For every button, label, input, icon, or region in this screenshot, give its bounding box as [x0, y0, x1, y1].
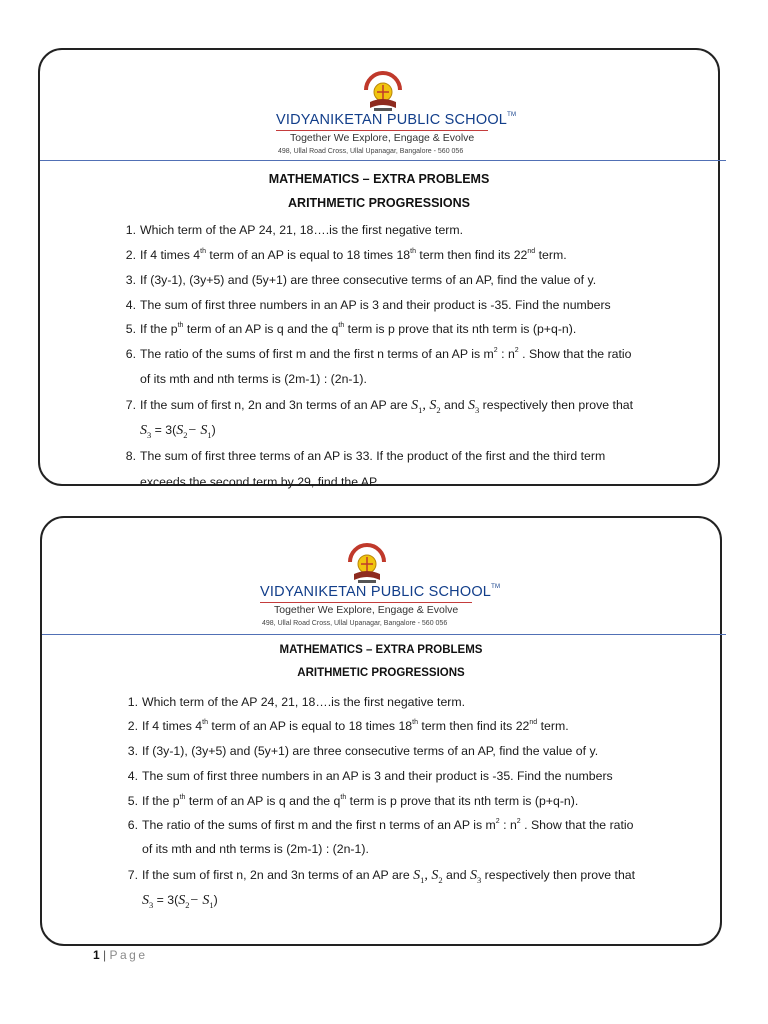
school-tagline: Together We Explore, Engage & Evolve — [290, 132, 475, 144]
header-rule — [40, 160, 726, 161]
problem-sheet-card-2: VIDYANIKETAN PUBLIC SCHOOL™ Together We Explore, Engage & Evolve 498, Ullal Road Cross, Ullal Upanagar, Bangalore - 560 056 MATHEMATICS – EXTRA PROBLEMS ARITHMETIC PROGRESSIONS 1. Which term of the AP 24, 21, 18….is the first negative term. 2. If 4 times 4th term of an AP is equal to 18 times 18th term then find its 22nd term. 3. If (3y-1), (3y+5) and (5y+1) are three consecutive terms of an AP, find the value of y. 4. The sum of first three numbers in an AP is 3 and their product is -35. Find the numbers 5. If the $p^{th}$ term of an AP is q and the $q^{th}$ term is p prove that its nth term is (p+q-n). 6. The ratio of the sums of first m and the first n terms of an AP is $m^2$ : $n^2$ . Show that the ratio of its mth and nth terms is (2m-1) : (2n-1). 7. If the sum of first n, 2n and 3n terms of an AP are $S_1$, $S_2$ and $S_3$ respectively then prove that $S_3 = 3(S_2- S_1)$ — [40, 516, 722, 946]
problem-sheet-card-1: VIDYANIKETAN PUBLIC SCHOOL™ Together We Explore, Engage & Evolve 498, Ullal Road Cross, Ullal Upanagar, Bangalore - 560 056 MATHEMATICS – EXTRA PROBLEMS ARITHMETIC PROGRESSIONS 1. Which term of the AP 24, 21, 18….is the first negative term. 2. If 4 times 4th term of an AP is equal to 18 times 18th term then find its 22nd term. 3. If (3y-1), (3y+5) and (5y+1) are three consecutive terms of an AP, find the value of y. 4. The sum of first three numbers in an AP is 3 and their product is -35. Find the numbers 5. If the $p^{th}$ term of an AP is q and the $q^{th}$ term is p prove that its nth term is (p+q-n). 6. The ratio of the sums of first m and the first n terms of an AP is $m^2$ : $n^2$ . Show that the ratio of its mth and nth terms is (2m-1) : (2n-1). 7. If the sum of first n, 2n and 3n terms of an AP are $S_1$, $S_2$ and $S_3$ respectively then prove that $S_3 = 3(S_2- S_1)$ 8. The sum of first three terms of an AP is 33. If the product of the first and the third term exceeds the second term by 29, find the AP. — [38, 48, 720, 486]
logo-divider — [276, 130, 488, 131]
school-tagline: Together We Explore, Engage & Evolve — [274, 604, 459, 616]
page-label: Page — [109, 948, 148, 962]
header-rule — [42, 634, 726, 635]
school-name: VIDYANIKETAN PUBLIC SCHOOL™ — [260, 584, 501, 600]
sheet-title: MATHEMATICS – EXTRA PROBLEMS — [279, 644, 483, 656]
school-name: VIDYANIKETAN PUBLIC SCHOOL™ — [276, 112, 517, 128]
school-emblem-icon — [360, 68, 406, 114]
footer-separator: | — [99, 948, 110, 962]
sheet-subtitle: ARITHMETIC PROGRESSIONS — [288, 196, 470, 210]
page-number: 1 — [93, 948, 100, 962]
school-logo — [260, 540, 501, 632]
school-address: 498, Ullal Road Cross, Ullal Upanagar, Bangalore - 560 056 — [262, 620, 448, 627]
sheet-title: MATHEMATICS – EXTRA PROBLEMS — [268, 172, 490, 186]
school-address: 498, Ullal Road Cross, Ullal Upanagar, Bangalore - 560 056 — [278, 148, 464, 155]
page-footer — [93, 948, 148, 962]
school-emblem-icon — [344, 540, 390, 586]
sheet-subtitle: ARITHMETIC PROGRESSIONS — [297, 667, 465, 679]
logo-divider — [260, 602, 472, 603]
school-logo — [276, 68, 517, 160]
